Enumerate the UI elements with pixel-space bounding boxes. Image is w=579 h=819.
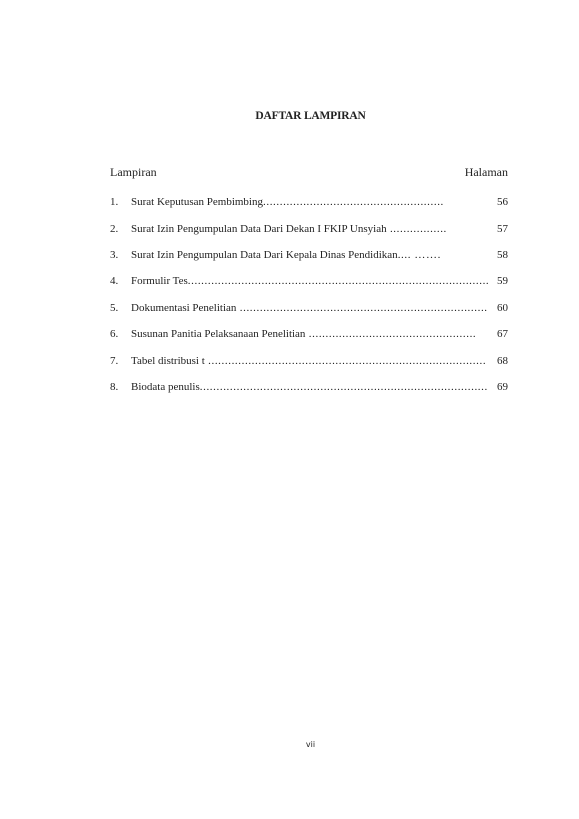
leader-dots: .......................................................................................... bbox=[187, 275, 490, 287]
item-page-number: 58 bbox=[497, 249, 508, 261]
column-header-halaman: Halaman bbox=[464, 165, 508, 179]
list-item bbox=[110, 301, 508, 315]
leader-dots: ................................................................................... bbox=[204, 355, 487, 367]
list-item bbox=[110, 354, 508, 368]
item-number: 2. bbox=[110, 223, 119, 235]
item-page-number: 59 bbox=[497, 275, 508, 287]
item-page-number: 68 bbox=[497, 355, 508, 367]
leader-dots: .................................................. bbox=[305, 328, 477, 340]
item-page-number: 57 bbox=[497, 223, 508, 235]
item-title: Tabel distribusi t ................................................................................... bbox=[131, 355, 487, 367]
item-number: 4. bbox=[110, 275, 119, 287]
leader-dots: ...................................................................................... bbox=[199, 381, 488, 393]
leader-dots: .......................................................................... bbox=[236, 302, 488, 314]
leader-dots: ...................................................... bbox=[263, 196, 444, 208]
item-page-number: 69 bbox=[497, 381, 508, 393]
item-title: Susunan Panitia Pelaksanaan Penelitian .................................................. bbox=[131, 328, 477, 340]
item-title: Surat Izin Pengumpulan Data Dari Kepala Dinas Pendidikan.... ……. bbox=[131, 249, 441, 261]
leader-dots: ................. bbox=[386, 223, 447, 235]
list-item bbox=[110, 327, 508, 341]
item-number: 5. bbox=[110, 302, 119, 314]
leader-dots: .... ……. bbox=[397, 249, 441, 261]
list-item bbox=[110, 222, 508, 236]
list-item bbox=[110, 195, 508, 209]
item-number: 7. bbox=[110, 355, 119, 367]
list-item bbox=[110, 248, 508, 262]
item-page-number: 56 bbox=[497, 196, 508, 208]
item-number: 3. bbox=[110, 249, 119, 261]
column-header-lampiran: Lampiran bbox=[110, 165, 157, 179]
document-title: DAFTAR LAMPIRAN bbox=[255, 110, 366, 122]
item-page-number: 67 bbox=[497, 328, 508, 340]
item-page-number: 60 bbox=[497, 302, 508, 314]
item-number: 6. bbox=[110, 328, 119, 340]
list-item bbox=[110, 274, 508, 288]
list-item bbox=[110, 380, 508, 394]
item-number: 1. bbox=[110, 196, 119, 208]
item-number: 8. bbox=[110, 381, 119, 393]
item-title: Formulir Tes.......................................................................................... bbox=[131, 275, 490, 287]
item-title: Surat Izin Pengumpulan Data Dari Dekan I FKIP Unsyiah ................. bbox=[131, 223, 447, 235]
item-title: Surat Keputusan Pembimbing...................................................... bbox=[131, 196, 444, 208]
item-title: Dokumentasi Penelitian .......................................................................... bbox=[131, 302, 488, 314]
page-number-footer: vii bbox=[305, 740, 316, 749]
item-title: Biodata penulis...................................................................................... bbox=[131, 381, 488, 393]
